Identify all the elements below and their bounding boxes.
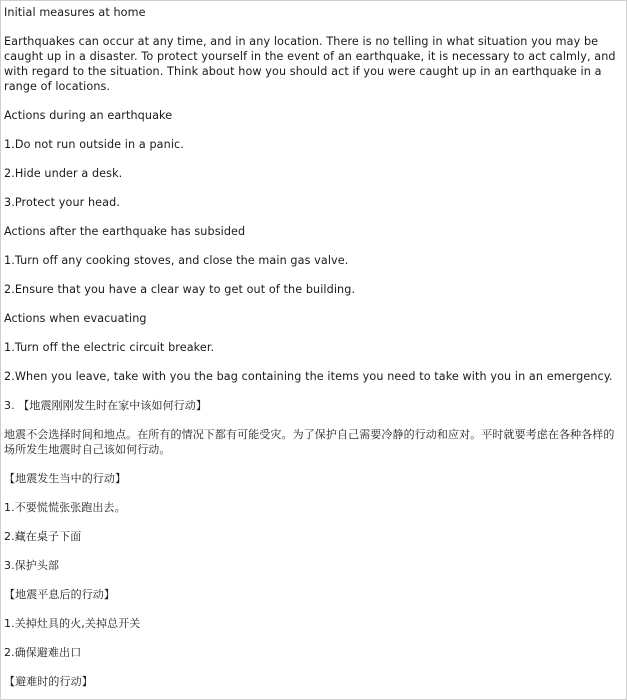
after-heading: Actions after the earthquake has subsided [4, 225, 246, 238]
evacuating-item-2: 2.When you leave, take with you the bag containing the items you need to take with you in an emergency. [4, 370, 613, 383]
after-item-2-zh: 2.确保避难出口 [4, 646, 82, 659]
english-section [4, 5, 620, 384]
during-heading: Actions during an earthquake [4, 109, 173, 122]
during-item-3-zh: 3.保护头部 [4, 559, 60, 572]
during-item-1: 1.Do not run outside in a panic. [4, 138, 184, 151]
intro-paragraph-zh: 地震不会选择时间和地点。在所有的情况下都有可能受灾。为了保护自己需要冷静的行动和应对。平时就要考虑在各种各样的场所发生地震时自己该如何行动。 [4, 428, 615, 456]
intro-paragraph: Earthquakes can occur at any time, and in any location. There is no telling in what situation you may be caught up in a disaster. To protect yourself in the event of an earthquake, it is necessary to act calmly, and with regard to the situation. Think about how you should act if you were caught up in an earthquake in a range of locations. [4, 35, 616, 93]
during-item-3: 3.Protect your head. [4, 196, 120, 209]
during-item-2: 2.Hide under a desk. [4, 167, 123, 180]
during-item-2-zh: 2.藏在桌子下面 [4, 530, 82, 543]
during-heading-zh: 【地震发生当中的行动】 [4, 472, 127, 485]
after-heading-zh: 【地震平息后的行动】 [4, 588, 115, 601]
document-content [1, 1, 626, 689]
after-item-2: 2.Ensure that you have a clear way to get out of the building. [4, 283, 356, 296]
evacuating-heading: Actions when evacuating [4, 312, 147, 325]
section-title: Initial measures at home [4, 6, 146, 19]
section-title-zh: 3. 【地震刚刚发生时在家中该如何行动】 [4, 399, 207, 412]
chinese-section [4, 398, 620, 689]
during-item-1-zh: 1.不要慌慌张张跑出去。 [4, 501, 126, 514]
evacuating-item-1: 1.Turn off the electric circuit breaker. [4, 341, 215, 354]
after-item-1: 1.Turn off any cooking stoves, and close the main gas valve. [4, 254, 349, 267]
after-item-1-zh: 1.关掉灶具的火,关掉总开关 [4, 617, 141, 630]
evacuating-heading-zh: 【避难时的行动】 [4, 675, 93, 688]
